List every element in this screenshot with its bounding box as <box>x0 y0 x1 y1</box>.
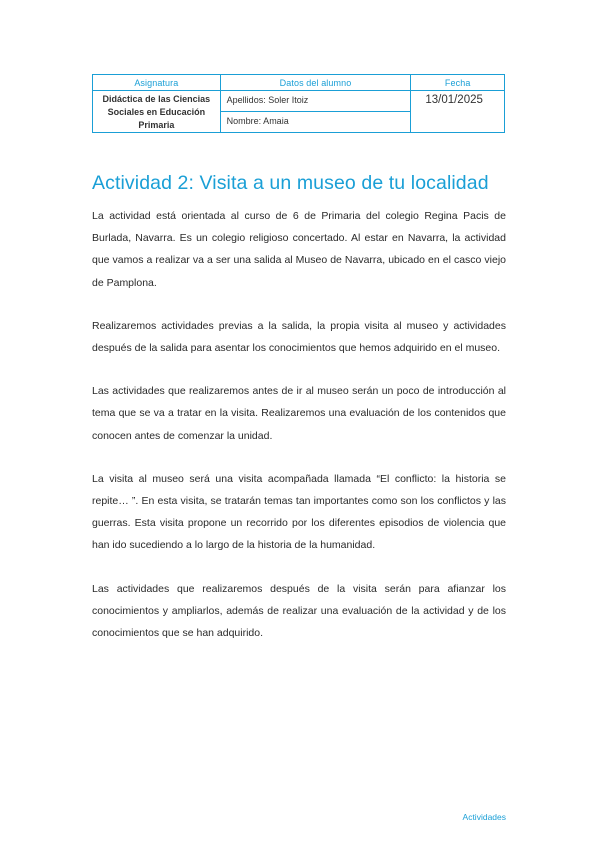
header-student: Datos del alumno <box>220 75 411 91</box>
student-name: Nombre: Amaia <box>226 116 289 126</box>
student-cell <box>220 91 411 133</box>
header-row <box>93 75 505 91</box>
subject-line: Didáctica de las Ciencias <box>102 94 211 104</box>
footer-label: Actividades <box>462 812 506 822</box>
subject-cell <box>93 91 221 133</box>
header-date: Fecha <box>411 75 505 91</box>
page-title: Actividad 2: Visita a un museo de tu localidad <box>92 172 489 194</box>
student-surname: Apellidos: Soler Itoiz <box>221 91 411 112</box>
paragraph: Las actividades que realizaremos después de la visita serán para afianzar los conocimientos y ampliarlos, además de realizar una evaluación de la actividad y de los conocimientos que se han adquirido. <box>92 582 506 640</box>
paragraph: Las actividades que realizaremos antes de ir al museo serán un poco de introducción al tema que se va a tratar en la visita. Realizaremos una evaluación de los contenidos que conocen antes de comenzar la unidad. <box>92 385 506 442</box>
header-values-row <box>93 91 505 133</box>
header-subject: Asignatura <box>93 75 221 91</box>
paragraph: La actividad está orientada al curso de 6 de Primaria del colegio Regina Pacis de Burlada, Navarra. Es un colegio religioso concertado. Al estar en Navarra, la actividad que vamos a realizar va a ser una salida al Museo de Navarra, ubicado en el casco viejo de Pamplona. <box>92 210 506 289</box>
date-cell <box>411 91 505 133</box>
body-text <box>92 205 506 665</box>
date-value: 13/01/2025 <box>425 94 483 106</box>
paragraph: Realizaremos actividades previas a la salida, la propia visita al museo y actividades después de la salida para asentar los conocimientos que hemos adquirido en el museo. <box>92 319 506 355</box>
header-table <box>92 74 505 133</box>
paragraph: La visita al museo será una visita acompañada llamada “El conflicto: la historia se repite… ”. En esta visita, se tratarán temas tan importantes como son los conflictos y las guerras. Esta visita propone un recorrido por los diferentes episodios de violencia que han ido sucediendo a lo largo de la historia de la humanidad. <box>92 472 506 552</box>
subject-line: Primaria <box>138 120 175 130</box>
subject-line: Sociales en Educación <box>107 107 206 117</box>
